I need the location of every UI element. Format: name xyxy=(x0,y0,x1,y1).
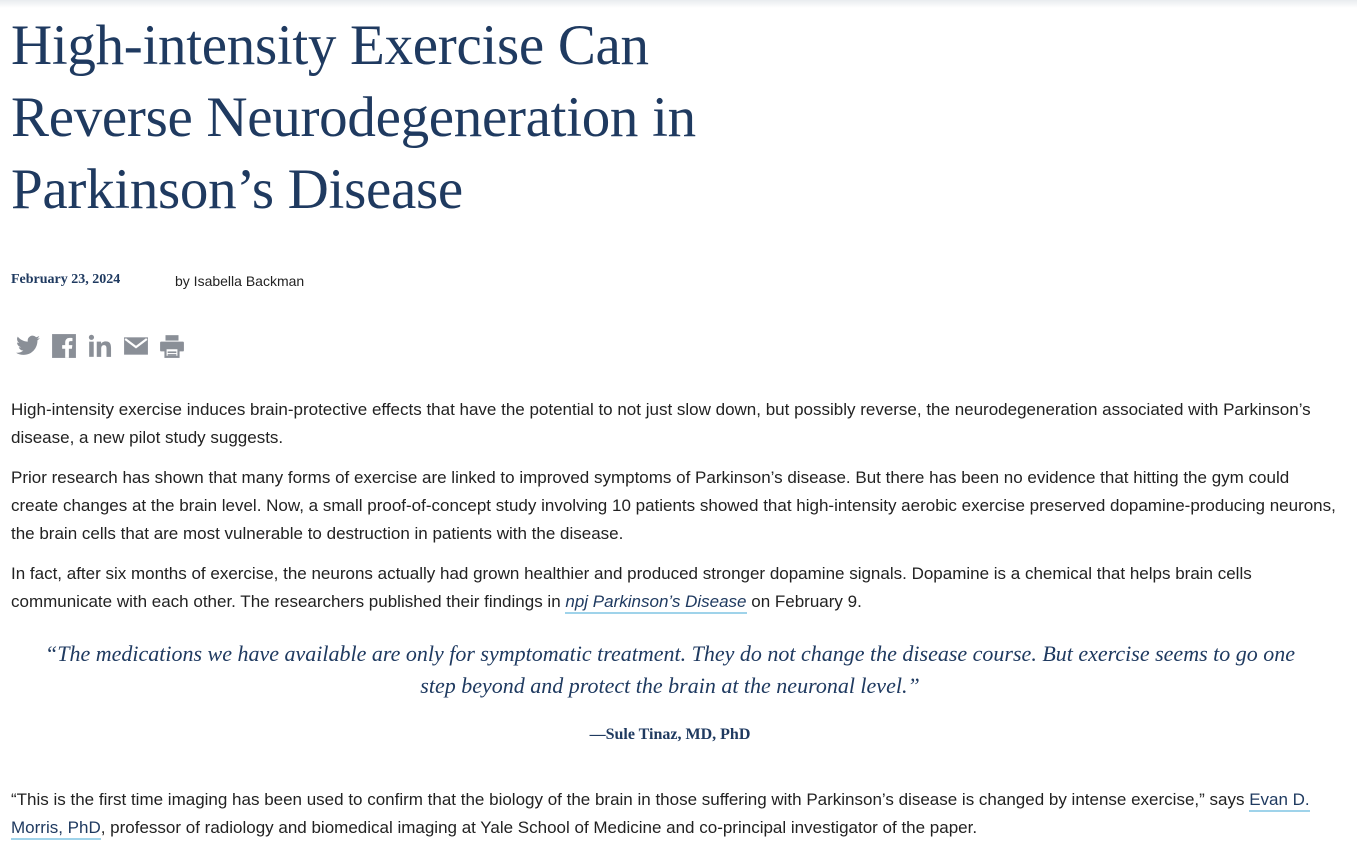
article-body-continued xyxy=(11,786,1341,842)
twitter-icon[interactable] xyxy=(15,333,41,359)
paragraph-prior-research: Prior research has shown that many forms of exercise are linked to improved symptoms of Parkinson’s disease. But there has been no evidence that hitting the gym could create changes at the brain level. Now, a small proof-of-concept study involving 10 patients showed that high-intensity aerobic exercise preserved dopamine-producing neurons, the brain cells that are most vulnerable to destruction in patients with the disease. xyxy=(11,468,1336,543)
linkedin-icon[interactable] xyxy=(87,333,113,359)
paragraph-imaging-end: , professor of radiology and biomedical imaging at Yale School of Medicine and co-principal investigator of the paper. xyxy=(100,818,978,837)
article-byline: by Isabella Backman xyxy=(175,273,305,289)
article-body xyxy=(11,396,1341,628)
paragraph-intro: High-intensity exercise induces brain-protective effects that have the potential to not just slow down, but possibly reverse, the neurodegeneration associated with Parkinson’s disease, a new pilot study suggests. xyxy=(11,400,1311,447)
journal-link[interactable]: npj Parkinson’s Disease xyxy=(565,592,746,614)
pull-quote: “The medications we have available are only for symptomatic treatment. They do not change the disease course. But exercise seems to go one step beyond and protect the brain at the neuronal level.” xyxy=(44,641,1296,698)
header-shadow xyxy=(0,0,1357,8)
article-date: February 23, 2024 xyxy=(11,272,121,287)
article-title: High-intensity Exercise Can Reverse Neurodegeneration in Parkinson’s Disease xyxy=(11,14,696,221)
paragraph-findings-end: on February 9. xyxy=(746,592,862,611)
author-profile-link[interactable]: Evan D. Morris, PhD xyxy=(11,790,1310,840)
paragraph-imaging-text: “This is the first time imaging has been used to confirm that the biology of the brain in those suffering with Parkinson’s disease is changed by intense exercise,” says xyxy=(11,790,1250,809)
paragraph-imaging xyxy=(11,786,1341,842)
share-bar xyxy=(15,333,185,359)
facebook-icon[interactable] xyxy=(51,333,77,359)
paragraph-findings-text: In fact, after six months of exercise, the neurons actually had grown healthier and produced stronger dopamine signals. Dopamine is a chemical that helps brain cells communicate with each other. The researchers published their findings in xyxy=(11,564,1252,611)
quote-attribution: —Sule Tinaz, MD, PhD xyxy=(589,726,751,743)
email-icon[interactable] xyxy=(123,333,149,359)
print-icon[interactable] xyxy=(159,333,185,359)
paragraph-findings xyxy=(11,560,1341,616)
